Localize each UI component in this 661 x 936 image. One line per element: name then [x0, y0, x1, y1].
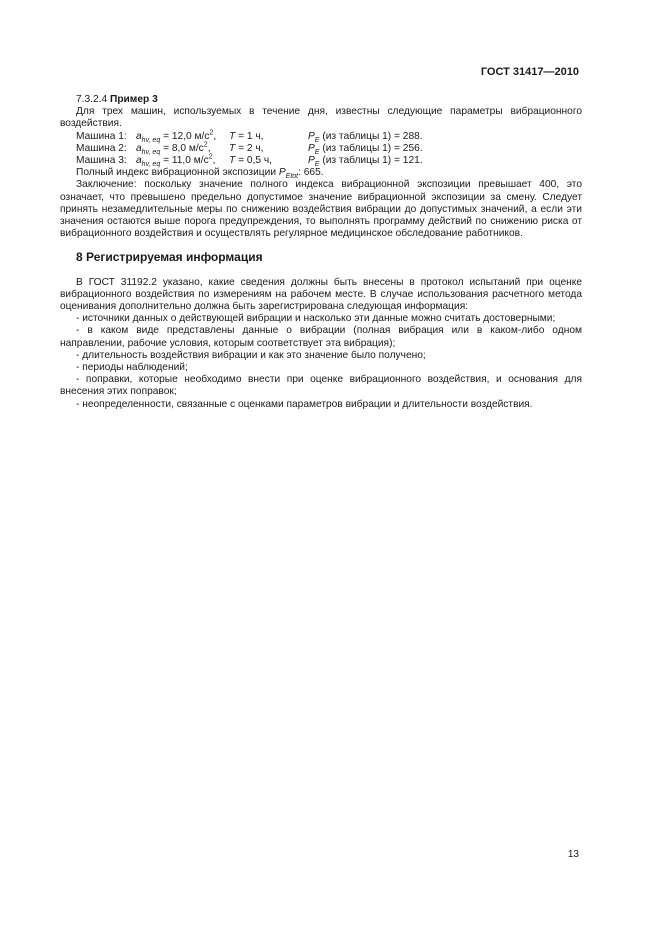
- machine-name: Машина 2:: [76, 142, 127, 154]
- info-list: [60, 313, 582, 411]
- exposure-point-value: $P_E$ (из таблицы 1) = 256.: [308, 142, 423, 156]
- section-8-heading: 8 Регистрируемая информация: [76, 250, 263, 265]
- machine-row: [60, 155, 582, 167]
- total-label: Полный индекс вибрационной экспозиции: [76, 167, 277, 179]
- total-value: : 665.: [298, 167, 324, 179]
- example-heading: [60, 94, 582, 106]
- duration-value: T = 0,5 ч,: [229, 155, 272, 167]
- total-index-line: [60, 167, 582, 179]
- duration-value: T = 1 ч,: [229, 130, 264, 142]
- example-intro: Для трех машин, используемых в течение дня, известны следующие параметры вибрационного воздействия.: [60, 106, 582, 130]
- list-item: - источники данных о действующей вибрации и насколько эти данные можно считать достоверными;: [76, 313, 556, 325]
- conclusion-paragraph: Заключение: поскольку значение полного индекса вибрационной экспозиции превышает 400, это означает, что превышено предельно допустимое значение вибрационной экспозиции за смену. Следует принять незамедлительные меры по снижению воздействия вибрации до допустимых значений, а если эти значения остаются выше порога предупреждения, то выполнять программу действий по снижению риска от вибрационного воздействия и осуществлять регулярное медицинское обследование работников.: [60, 179, 582, 240]
- section-8-intro: В ГОСТ 31192.2 указано, какие сведения должны быть внесены в протокол испытаний при оценке вибрационного воздействия по измерениям на рабочем месте. В случае использования расчетного метода оценивания дополнительно должна быть зарегистрирована следующая информация:: [60, 276, 582, 313]
- example-title: Пример 3: [110, 94, 158, 105]
- list-item: - неопределенности, связанные с оценками параметров вибрации и длительности воздействия.: [76, 398, 533, 410]
- document-number: ГОСТ 31417—2010: [480, 66, 579, 78]
- machine-row: [60, 143, 582, 155]
- list-item: - длительность воздействия вибрации и как это значение было получено;: [76, 349, 426, 361]
- page-content: [60, 94, 582, 411]
- acceleration-value: $a_{hv, eq} = 8,0$ $м/с^2$,: [136, 141, 211, 156]
- list-item: - поправки, которые необходимо внести при оценке вибрационного воздействия, и основания для внесения этих поправок;: [60, 374, 582, 398]
- machine-name: Машина 3:: [76, 155, 127, 167]
- exposure-point-value: $P_E$ (из таблицы 1) = 121.: [308, 155, 423, 169]
- total-symbol: P: [278, 167, 286, 179]
- acceleration-value: $a_{hv, eq} = 11,0$ $м/с^2$,: [136, 153, 216, 169]
- page-number: 13: [567, 849, 579, 860]
- machine-name: Машина 1:: [76, 130, 127, 142]
- machine-row: [60, 131, 582, 143]
- total-subscript: Etot: [285, 173, 299, 181]
- machine-list: [60, 131, 582, 168]
- duration-value: T = 2 ч,: [229, 142, 264, 154]
- acceleration-value: $a_{hv, eq} = 12,0$ $м/с^2$,: [136, 129, 217, 144]
- list-item: - периоды наблюдений;: [76, 362, 188, 374]
- exposure-point-value: $P_E$ (из таблицы 1) = 288.: [308, 130, 423, 144]
- clause-number: 7.3.2.4: [76, 94, 108, 105]
- list-item: - в каком виде представлены данные о вибрации (полная вибрация или в каком-либо одном направлении, рабочие условия, которым соответствует эта вибрация);: [60, 325, 582, 349]
